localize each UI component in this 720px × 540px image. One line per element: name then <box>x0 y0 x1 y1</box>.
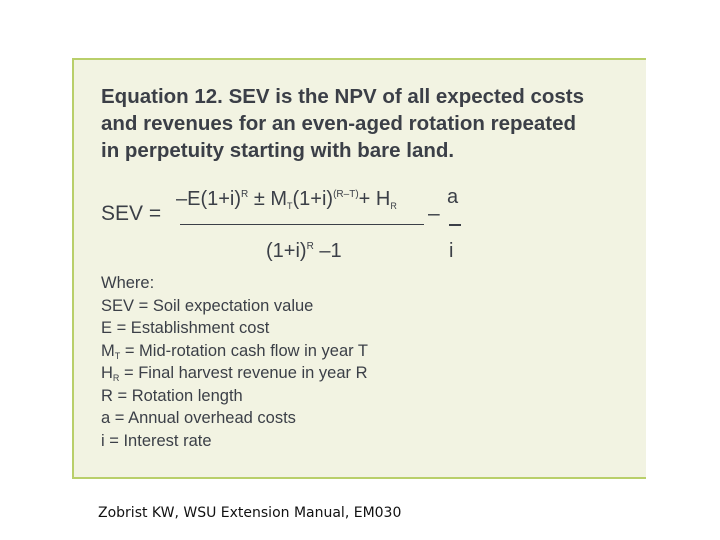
equation-minus: – <box>428 202 440 225</box>
equation-figure-box <box>72 58 646 479</box>
overhead-numerator: a <box>447 186 459 208</box>
definition-i: i = Interest rate <box>101 431 212 450</box>
equation-denominator: $(1+i)^R$ –1 <box>266 240 342 262</box>
where-label: Where: <box>101 274 155 292</box>
fraction-bar <box>180 224 424 225</box>
overhead-denominator: i <box>449 240 454 262</box>
equation-numerator: $-E(1+i)^R \pm M_T(1+i)^{(R-T)}+ H_R$ <box>176 188 397 211</box>
sev-equation <box>101 180 641 272</box>
title-line: Equation 12. SEV is the NPV of all expected costs <box>101 85 585 108</box>
overhead-fraction-bar <box>449 224 461 226</box>
definition-e: E = Establishment cost <box>101 319 270 337</box>
equation-title <box>101 83 641 164</box>
definition-hr: $H_R$ = Final harvest revenue in year R <box>101 364 368 383</box>
definition-a: a = Annual overhead costs <box>101 409 296 427</box>
title-line: and revenues for an even-aged rotation repeated <box>101 112 577 135</box>
definition-mt: $M_T$ = Mid-rotation cash flow in year T <box>101 341 369 361</box>
definitions-list <box>101 272 641 452</box>
definition-r: R = Rotation length <box>101 386 243 405</box>
title-line: in perpetuity starting with bare land. <box>101 139 455 162</box>
definition-sev: SEV = Soil expectation value <box>101 296 314 315</box>
source-caption: Zobrist KW, WSU Extension Manual, EM030 <box>98 505 402 521</box>
equation-lhs: SEV = <box>101 202 162 225</box>
